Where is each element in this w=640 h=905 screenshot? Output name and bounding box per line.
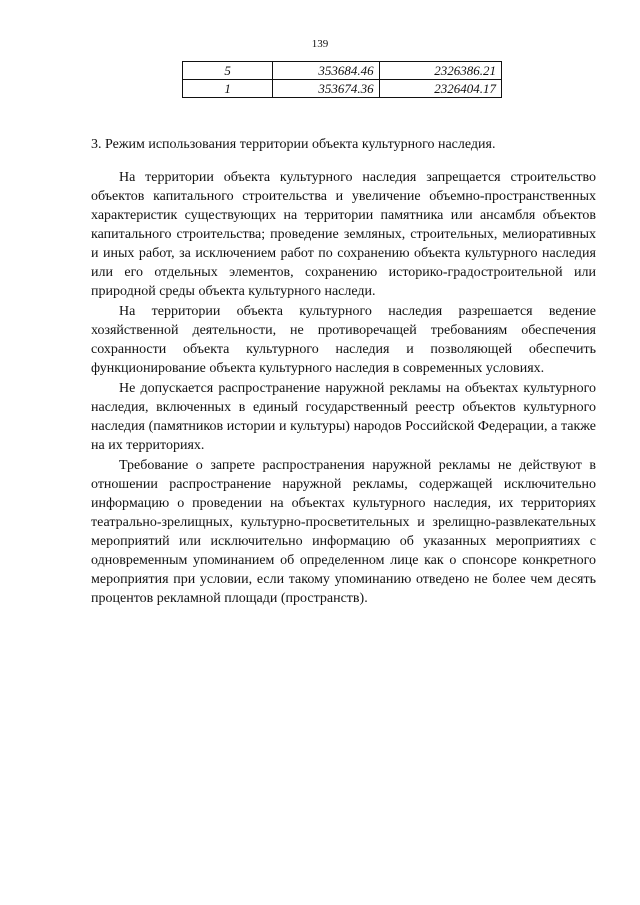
y-coordinate-cell: 2326404.17 (379, 80, 501, 98)
coordinates-table (182, 61, 502, 98)
paragraph: Требование о запрете распространения наружной рекламы не действуют в отношении распространение наружной рекламы, содержащей исключительно информацию о проведении на объектах культурного наследия, их территориях театрально-зрелищных, культурно-просветительных и зрелищно-развлекательных мероприятий или исключительно информацию об указанных мероприятиях с одновременным упоминанием об определенном лице как о спонсоре конкретного мероприятия при условии, если такому упоминанию отведено не более чем десять процентов рекламной площади (пространств). (91, 458, 596, 606)
paragraph: На территории объекта культурного наследия запрещается строительство объектов капитального строительства и увеличение объемно-пространственных характеристик существующих на территории памятника или ансамбля объектов капитального строительства; проведение земляных, строительных, мелиоративных и иных работ, за исключением работ по сохранению объекта культурного наследия или его отдельных элементов, сохранению историко-градостроительной или природной среды объекта культурного наследи. (91, 170, 596, 299)
x-coordinate-cell: 353684.46 (273, 62, 379, 80)
paragraph: Не допускается распространение наружной рекламы на объектах культурного наследия, включенных в единый государственный реестр объектов культурного наследия (памятников истории и культуры) народов Российской Федерации, а также на их территориях. (91, 381, 596, 453)
point-number-cell: 1 (183, 80, 273, 98)
page-number: 139 (311, 38, 329, 50)
section-body (91, 168, 596, 608)
point-number-cell: 5 (183, 62, 273, 80)
y-coordinate-cell: 2326386.21 (379, 62, 501, 80)
table-row (183, 62, 502, 80)
x-coordinate-cell: 353674.36 (273, 80, 379, 98)
section-heading: 3. Режим использования территории объекта культурного наследия. (91, 137, 496, 152)
table-row (183, 80, 502, 98)
paragraph: На территории объекта культурного наследия разрешается ведение хозяйственной деятельности, не противоречащей требованиям обеспечения сохранности объекта культурного наследия и позволяющей обеспечить функционирование объекта культурного наследия в современных условиях. (91, 304, 596, 376)
